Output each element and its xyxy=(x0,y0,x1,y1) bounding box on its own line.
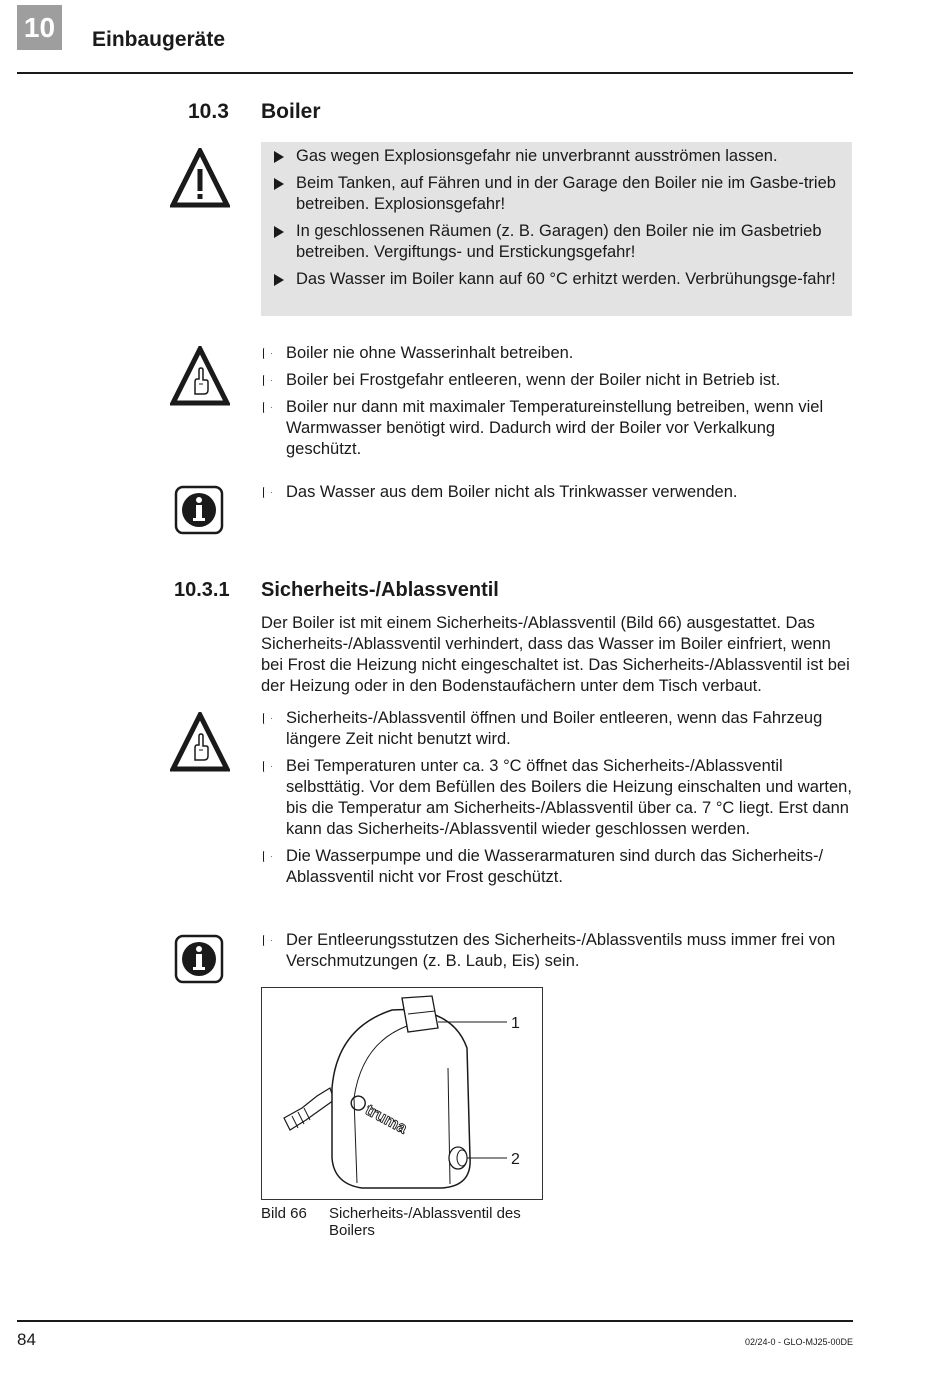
section-title: Boiler xyxy=(261,100,321,123)
info-list xyxy=(261,482,853,509)
list-item: Boiler nur dann mit maximaler Temperatureinstellung betreiben, wenn viel Warmwasser benötigt wird. Dadurch wird der Boiler vor Verkalkung geschützt. xyxy=(261,397,853,460)
footer-rule xyxy=(17,1320,853,1322)
list-item: Boiler nie ohne Wasserinhalt betreiben. xyxy=(261,343,853,364)
warning-box xyxy=(261,142,852,316)
caution-hand-icon xyxy=(170,346,230,406)
section-number: 10.3 xyxy=(188,100,229,123)
intro-paragraph: Der Boiler ist mit einem Sicherheits-/Ablassventil (Bild 66) ausgestattet. Das Sicherheits-/Ablassventil verhindert, dass das Wasser im Boiler einfriert, wenn bei Frost die Heizung nicht eingeschaltet ist. Das Sicherheits-/Ablassventil ist bei der Heizung oder in den Bodenstaufächern unter dem Tisch verbaut. xyxy=(261,614,850,695)
callout-label-2: 2 xyxy=(511,1151,520,1168)
subsection-caution-list xyxy=(261,708,853,894)
figure-caption-number: Bild 66 xyxy=(261,1205,307,1222)
svg-text:truma: truma xyxy=(362,1101,410,1138)
callout-label-1: 1 xyxy=(511,1015,520,1032)
document-code: 02/24-0 - GLO-MJ25-00DE xyxy=(744,1337,853,1347)
page-number: 84 xyxy=(17,1330,36,1349)
caution-list xyxy=(261,343,853,466)
info-icon xyxy=(174,934,224,984)
figure-valve-illustration xyxy=(261,987,543,1200)
warning-list xyxy=(261,146,841,296)
list-item: Sicherheits-/Ablassventil öffnen und Boiler entleeren, wenn das Fahrzeug längere Zeit nicht benutzt wird. xyxy=(261,708,853,750)
chapter-number: 10 xyxy=(17,5,62,50)
list-item: Beim Tanken, auf Fähren und in der Garage den Boiler nie im Gasbe-trieb betreiben. Explosionsgefahr! xyxy=(261,173,841,215)
list-item: Das Wasser im Boiler kann auf 60 °C erhitzt werden. Verbrühungsge-fahr! xyxy=(261,269,841,290)
list-item: Boiler bei Frostgefahr entleeren, wenn der Boiler nicht in Betrieb ist. xyxy=(261,370,853,391)
danger-warning-icon xyxy=(170,148,230,208)
subsection-number: 10.3.1 xyxy=(174,579,230,601)
info-icon xyxy=(174,485,224,535)
chapter-title: Einbaugeräte xyxy=(92,28,226,51)
list-item: Der Entleerungsstutzen des Sicherheits-/Ablassventils muss immer frei von Verschmutzungen (z. B. Laub, Eis) sein. xyxy=(261,930,853,972)
figure-caption-text: Sicherheits-/Ablassventil des Boilers xyxy=(329,1205,521,1239)
header-rule xyxy=(17,72,853,74)
subsection-info-list xyxy=(261,930,853,978)
list-item: Bei Temperaturen unter ca. 3 °C öffnet das Sicherheits-/Ablassventil selbsttätig. Vor dem Befüllen des Boilers die Heizung einschalten und warten, bis die Temperatur am Sicherheits-/Ablassventil über ca. 7 °C liegt. Erst dann kann das Sicherheits-/Ablassventil wieder geschlossen werden. xyxy=(261,756,853,840)
list-item: In geschlossenen Räumen (z. B. Garagen) den Boiler nie im Gasbetrieb betreiben. Vergiftungs- und Erstickungsgefahr! xyxy=(261,221,841,263)
list-item: Die Wasserpumpe und die Wasserarmaturen sind durch das Sicherheits-/ Ablassventil nicht vor Frost geschützt. xyxy=(261,846,853,888)
list-item: Das Wasser aus dem Boiler nicht als Trinkwasser verwenden. xyxy=(261,482,853,503)
subsection-title: Sicherheits-/Ablassventil xyxy=(261,579,499,601)
list-item: Gas wegen Explosionsgefahr nie unverbrannt ausströmen lassen. xyxy=(261,146,841,167)
caution-hand-icon xyxy=(170,712,230,772)
